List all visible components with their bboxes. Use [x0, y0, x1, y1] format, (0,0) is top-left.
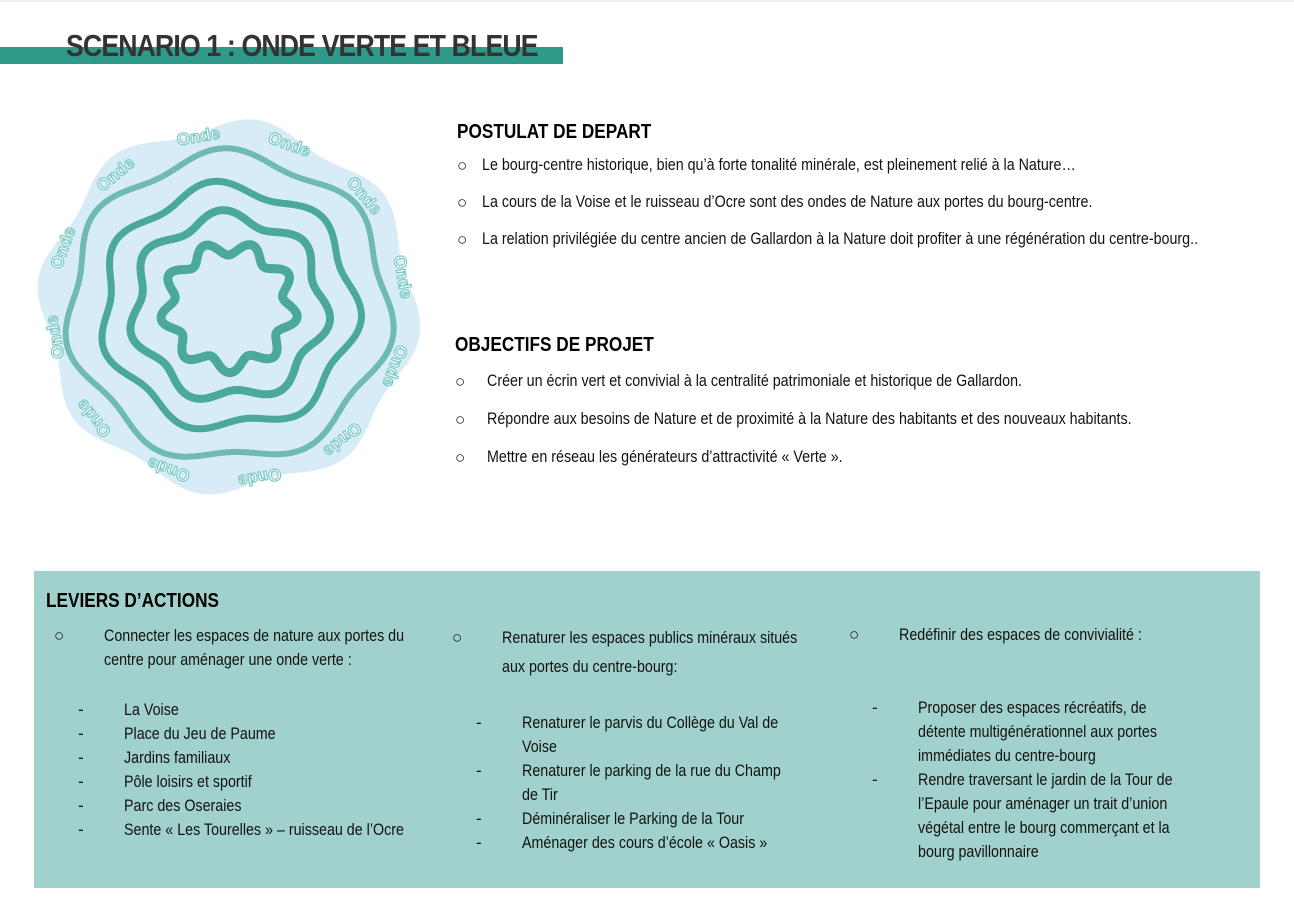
leviers-subitem-text: Déminéraliser le Parking de la Tour [522, 809, 744, 828]
leviers-lead-line: Connecter les espaces de nature aux portes du [104, 626, 405, 645]
leviers-subitem-text: l’Epaule pour aménager un trait d’union [918, 794, 1168, 813]
postulat-text: La cours de la Voise et le ruisseau d’Ocre sont des ondes de Nature aux portes du bourg-centre. [482, 192, 1093, 211]
leviers-subitem [872, 768, 1221, 864]
postulat-text: Le bourg-centre historique, bien qu’à forte tonalité minérale, est pleinement relié à la Nature… [482, 155, 1076, 174]
leviers-lead-line: Renaturer les espaces publics minéraux situés [502, 628, 798, 647]
dash-bullet-icon: - [78, 748, 84, 767]
objectifs-item [455, 371, 1285, 409]
objectifs-item [455, 409, 1285, 447]
dash-bullet-icon: - [476, 761, 482, 780]
dash-bullet-icon: - [476, 713, 482, 732]
leviers-subitem-text: Aménager des cours d’école « Oasis » [522, 833, 768, 852]
leviers-subitem [476, 831, 830, 855]
leviers-subitem-text: La Voise [124, 700, 179, 719]
leviers-lead [849, 623, 1188, 647]
page-title: SCENARIO 1 : ONDE VERTE ET BLEUE [66, 28, 538, 63]
objectifs-text: Créer un écrin vert et convivial à la centralité patrimoniale et historique de Gallardon. [487, 371, 1022, 390]
circle-bullet-icon: ○ [457, 156, 468, 175]
objectifs-text: Mettre en réseau les générateurs d’attractivité « Verte ». [487, 447, 843, 466]
leviers-subitem [78, 818, 457, 842]
objectifs-text: Répondre aux besoins de Nature et de proximité à la Nature des habitants et des nouveaux habitants. [487, 409, 1132, 428]
onde-label: Onde [319, 418, 366, 461]
postulat-item [457, 192, 1287, 229]
postulat-text: La relation privilégiée du centre ancien de Gallardon à la Nature doit profiter à une régénération du centre-bourg.. [482, 229, 1199, 248]
leviers-lead [54, 624, 461, 672]
postulat-item [457, 229, 1287, 266]
leviers-sublist [78, 698, 457, 842]
postulat-heading: POSTULAT DE DEPART [457, 121, 652, 143]
onde-label: Onde [46, 224, 80, 272]
leviers-lead-line: Redéfinir des espaces de convivialité : [899, 625, 1142, 644]
leviers-subitem-text: de Tir [522, 785, 558, 804]
leviers-subitem [78, 794, 457, 818]
leviers-lead-line: centre pour aménager une onde verte : [104, 650, 352, 669]
onde-wave-diagram [30, 115, 430, 505]
dash-bullet-icon: - [476, 809, 482, 828]
onde-label: Onde [92, 153, 139, 196]
leviers-subitem [78, 770, 457, 794]
dash-bullet-icon: - [78, 796, 84, 815]
onde-label: Onde [72, 395, 116, 442]
objectifs-item [455, 447, 1285, 485]
leviers-sublist [872, 696, 1221, 864]
dash-bullet-icon: - [78, 700, 84, 719]
leviers-subitem-text: végétal entre le bourg commerçant et la [918, 818, 1170, 837]
circle-bullet-icon: ○ [455, 372, 466, 391]
leviers-subitem [78, 698, 457, 722]
objectifs-heading: OBJECTIFS DE PROJET [455, 334, 654, 356]
leviers-subitem-text: Rendre traversant le jardin de la Tour de [918, 770, 1173, 789]
leviers-panel [34, 571, 1260, 888]
leviers-subitem-text: détente multigénérationnel aux portes [918, 722, 1157, 741]
circle-bullet-icon: ○ [452, 628, 463, 647]
dash-bullet-icon: - [78, 724, 84, 743]
postulat-item [457, 155, 1287, 192]
objectifs-list [455, 371, 1285, 485]
top-divider [0, 0, 1294, 2]
onde-label: Onde [265, 128, 314, 161]
objectifs-section [455, 334, 1285, 485]
dash-bullet-icon: - [872, 698, 878, 717]
leviers-lead-line: aux portes du centre-bourg: [502, 657, 678, 676]
onde-label: Onde [378, 342, 412, 390]
circle-bullet-icon: ○ [457, 193, 468, 212]
leviers-subitem-text: immédiates du centre-bourg [918, 746, 1096, 765]
onde-label: Onde [175, 123, 222, 150]
dash-bullet-icon: - [872, 770, 878, 789]
leviers-subitem-text: Voise [522, 737, 557, 756]
leviers-subitem-text: Sente « Les Tourelles » – ruisseau de l’Ocre [124, 820, 404, 839]
leviers-subitem-text: Proposer des espaces récréatifs, de [918, 698, 1147, 717]
onde-label: Onde [389, 253, 416, 300]
leviers-subitem [78, 746, 457, 770]
circle-bullet-icon: ○ [457, 230, 468, 249]
leviers-subitem [476, 759, 830, 807]
leviers-subitem-text: Parc des Oseraies [124, 796, 242, 815]
leviers-lead [452, 626, 854, 684]
postulat-section [457, 121, 1287, 266]
leviers-subitem [476, 711, 830, 759]
leviers-subitem-text: Renaturer le parvis du Collège du Val de [522, 713, 779, 732]
leviers-subitem [78, 722, 457, 746]
leviers-subitem-text: Pôle loisirs et sportif [124, 772, 252, 791]
leviers-column [452, 626, 854, 684]
onde-label: Onde [42, 314, 69, 361]
leviers-column [54, 624, 461, 672]
postulat-list [457, 155, 1287, 266]
leviers-column [849, 623, 1188, 647]
dash-bullet-icon: - [78, 772, 84, 791]
dash-bullet-icon: - [78, 820, 84, 839]
leviers-subitem-text: Place du Jeu de Paume [124, 724, 276, 743]
onde-label: Onde [342, 172, 386, 219]
leviers-heading: LEVIERS D’ACTIONS [46, 590, 219, 612]
leviers-subitem-text: Renaturer le parking de la rue du Champ [522, 761, 781, 780]
leviers-subitem [872, 696, 1221, 768]
dash-bullet-icon: - [476, 833, 482, 852]
circle-bullet-icon: ○ [455, 410, 466, 429]
circle-bullet-icon: ○ [455, 448, 466, 467]
leviers-subitem [476, 807, 830, 831]
circle-bullet-icon: ○ [849, 625, 860, 644]
leviers-subitem-text: bourg pavillonnaire [918, 842, 1039, 861]
leviers-sublist [476, 711, 830, 855]
leviers-subitem-text: Jardins familiaux [124, 748, 231, 767]
onde-label: Onde [144, 453, 193, 486]
onde-label: Onde [236, 464, 283, 491]
circle-bullet-icon: ○ [54, 626, 65, 645]
